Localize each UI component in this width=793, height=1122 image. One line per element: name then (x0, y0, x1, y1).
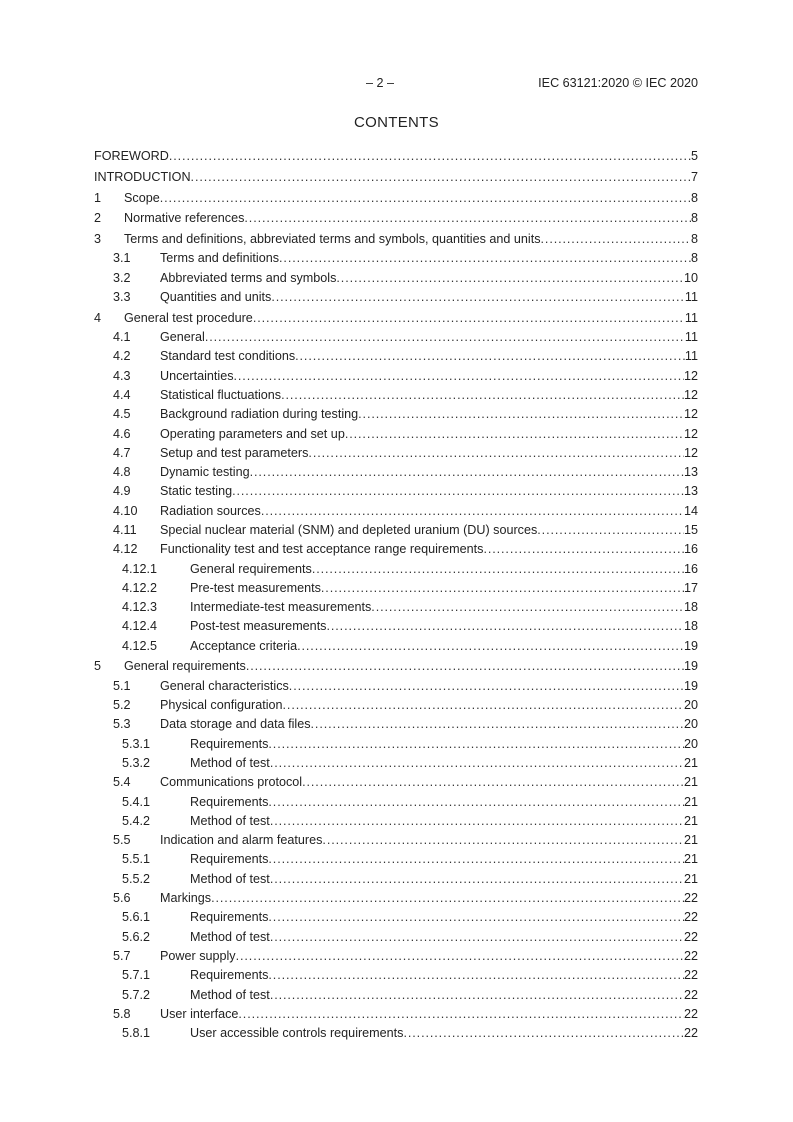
toc-entry-page: 21 (683, 794, 698, 809)
toc-entry-number: 4.7 (113, 445, 131, 460)
dot-leader (537, 521, 684, 540)
dot-leader (268, 850, 684, 869)
toc-entry-page: 12 (683, 445, 698, 460)
toc-entry-number: 5.7.2 (122, 987, 151, 1002)
toc-entry[interactable] (94, 908, 698, 927)
toc-entry-title: Method of test (190, 929, 270, 944)
toc-entry-title: Requirements (190, 968, 269, 983)
toc-entry-number: 3 (94, 232, 102, 247)
toc-entry-number: 5 (94, 659, 102, 674)
toc-entry-number: 5.6.2 (122, 929, 151, 944)
toc-entry-title: Requirements (190, 852, 269, 867)
toc-entry-title: Markings (160, 891, 212, 906)
toc-entry-page: 7 (690, 170, 698, 185)
toc-entry-title: Quantities and units (160, 290, 272, 305)
toc-entry-number: 5.7.1 (122, 968, 151, 983)
toc-entry[interactable] (94, 386, 698, 405)
dot-leader (232, 482, 684, 501)
toc-entry-number: 5.8 (113, 1006, 131, 1021)
table-of-contents (94, 146, 698, 1043)
toc-entry[interactable] (94, 754, 698, 773)
toc-entry-number: 4.8 (113, 465, 131, 480)
toc-entry-number: 1 (94, 190, 102, 205)
toc-entry[interactable] (94, 831, 698, 850)
toc-entry-title: Radiation sources (160, 503, 261, 518)
toc-entry-page: 20 (683, 736, 698, 751)
toc-entry[interactable] (94, 328, 698, 347)
toc-entry-number: 5.3.2 (122, 755, 151, 770)
dot-leader (270, 754, 684, 773)
toc-entry-number: 4.2 (113, 349, 131, 364)
toc-entry[interactable] (94, 425, 698, 444)
toc-entry-number: 5.5.1 (122, 852, 151, 867)
toc-entry-page: 21 (683, 871, 698, 886)
toc-entry[interactable] (94, 347, 698, 366)
toc-entry[interactable] (94, 735, 698, 754)
toc-entry-page: 22 (683, 929, 698, 944)
toc-entry-title: Terms and definitions (160, 251, 280, 266)
dot-leader (234, 367, 684, 386)
toc-entry[interactable] (94, 773, 698, 792)
toc-entry[interactable] (94, 889, 698, 908)
dot-leader (371, 598, 684, 617)
toc-entry-page: 22 (683, 891, 698, 906)
toc-entry-page: 10 (683, 270, 698, 285)
toc-entry-page: 14 (683, 503, 698, 518)
toc-entry-page: 16 (683, 542, 698, 557)
toc-entry[interactable] (94, 309, 698, 328)
toc-entry-page: 12 (683, 407, 698, 422)
dot-leader (308, 444, 684, 463)
dot-leader (279, 249, 691, 268)
toc-entry-title: Method of test (190, 871, 270, 886)
toc-entry[interactable] (94, 405, 698, 424)
toc-entry-number: 4.12.4 (122, 619, 158, 634)
toc-entry-page: 20 (683, 698, 698, 713)
toc-entry-page: 21 (683, 813, 698, 828)
page-title: CONTENTS (354, 114, 439, 131)
toc-entry-page: 11 (684, 330, 698, 345)
toc-entry-number: 4.1 (113, 330, 131, 345)
toc-entry-number: 4.5 (113, 407, 131, 422)
toc-entry[interactable] (94, 189, 698, 208)
toc-entry-title: Functionality test and test acceptance range requirements (160, 542, 484, 557)
toc-entry-number: 5.5 (113, 833, 131, 848)
toc-entry-title: Abbreviated terms and symbols (160, 270, 337, 285)
dot-leader (244, 209, 691, 228)
toc-entry-page: 19 (683, 638, 698, 653)
toc-entry-title: General requirements (124, 659, 246, 674)
toc-entry-title: User accessible controls requirements (190, 1026, 404, 1041)
toc-entry-page: 22 (683, 1026, 698, 1041)
toc-entry-number: 4.12.1 (122, 561, 158, 576)
dot-leader (160, 189, 691, 208)
toc-entry[interactable] (94, 249, 698, 268)
toc-entry-page: 19 (683, 678, 698, 693)
toc-entry-page: 19 (683, 659, 698, 674)
dot-leader (321, 579, 684, 598)
dot-leader (268, 735, 684, 754)
toc-entry-number: 4.11 (113, 522, 137, 537)
toc-entry-title: Terms and definitions, abbreviated terms and symbols, quantities and units (124, 232, 541, 247)
toc-entry-title: Special nuclear material (SNM) and depleted uranium (DU) sources (160, 522, 538, 537)
toc-entry-page: 8 (690, 190, 698, 205)
toc-entry-page: 16 (683, 561, 698, 576)
toc-entry[interactable] (94, 715, 698, 734)
toc-entry-number: 5.5.2 (122, 871, 151, 886)
toc-entry[interactable] (94, 482, 698, 501)
toc-entry-title: Background radiation during testing (160, 407, 359, 422)
toc-entry[interactable] (94, 793, 698, 812)
toc-entry-number: 5.4.2 (122, 813, 151, 828)
dot-leader (268, 908, 684, 927)
toc-entry[interactable] (94, 288, 698, 307)
toc-entry-page: 22 (683, 1006, 698, 1021)
dot-leader (271, 288, 685, 307)
toc-entry[interactable] (94, 579, 698, 598)
toc-entry-number: 5.1 (113, 678, 131, 693)
toc-entry[interactable] (94, 1024, 698, 1043)
dot-leader (246, 657, 684, 676)
toc-entry-title: General characteristics (160, 678, 289, 693)
toc-entry-title: Data storage and data files (160, 717, 311, 732)
toc-entry-title: INTRODUCTION (94, 170, 191, 185)
toc-entry-title: General requirements (190, 561, 312, 576)
toc-entry-page: 22 (683, 968, 698, 983)
toc-entry-page: 8 (690, 232, 698, 247)
toc-entry[interactable] (94, 560, 698, 579)
toc-entry-page: 11 (684, 310, 698, 325)
toc-entry-page: 18 (683, 600, 698, 615)
dot-leader (403, 1024, 684, 1043)
toc-entry[interactable] (94, 209, 698, 228)
toc-entry[interactable] (94, 521, 698, 540)
toc-entry-number: 4.3 (113, 368, 131, 383)
dot-leader (191, 168, 691, 187)
toc-entry-title: Statistical fluctuations (160, 387, 282, 402)
toc-entry-page: 15 (683, 522, 698, 537)
toc-entry-number: 5.7 (113, 948, 131, 963)
toc-entry[interactable] (94, 463, 698, 482)
toc-entry-title: Standard test conditions (160, 349, 296, 364)
toc-entry-title: Indication and alarm features (160, 833, 323, 848)
toc-entry-title: Requirements (190, 736, 269, 751)
toc-entry-title: FOREWORD (94, 149, 169, 164)
dot-leader (211, 889, 684, 908)
toc-entry-title: Physical configuration (160, 698, 283, 713)
toc-entry[interactable] (94, 870, 698, 889)
toc-entry-page: 5 (690, 149, 698, 164)
toc-entry-title: Method of test (190, 987, 270, 1002)
dot-leader (311, 715, 684, 734)
toc-entry-number: 4.9 (113, 484, 131, 499)
toc-entry-title: Acceptance criteria (190, 638, 298, 653)
toc-entry-page: 22 (683, 948, 698, 963)
toc-entry-page: 12 (683, 368, 698, 383)
toc-entry-number: 3.1 (113, 251, 131, 266)
toc-entry-page: 11 (684, 290, 698, 305)
dot-leader (345, 425, 684, 444)
toc-entry-page: 11 (684, 349, 698, 364)
toc-entry-number: 4.12.2 (122, 580, 158, 595)
dot-leader (358, 405, 684, 424)
toc-entry-number: 4.12 (113, 542, 138, 557)
toc-entry[interactable] (94, 168, 698, 187)
toc-entry-title: Pre-test measurements (190, 580, 321, 595)
toc-entry[interactable] (94, 502, 698, 521)
dot-leader (270, 986, 684, 1005)
toc-entry[interactable] (94, 444, 698, 463)
toc-entry[interactable] (94, 986, 698, 1005)
dot-leader (253, 309, 685, 328)
toc-entry-title: Power supply (160, 948, 236, 963)
dot-leader (270, 870, 684, 889)
toc-entry[interactable] (94, 1005, 698, 1024)
toc-entry-page: 21 (683, 775, 698, 790)
dot-leader (268, 966, 684, 985)
toc-entry[interactable] (94, 147, 698, 166)
toc-entry[interactable] (94, 269, 698, 288)
toc-entry[interactable] (94, 966, 698, 985)
toc-entry-number: 4.6 (113, 426, 131, 441)
dot-leader (281, 386, 684, 405)
toc-entry-number: 4.12.3 (122, 600, 158, 615)
toc-entry-title: Method of test (190, 755, 270, 770)
toc-entry[interactable] (94, 657, 698, 676)
toc-entry[interactable] (94, 850, 698, 869)
toc-entry-title: Intermediate-test measurements (190, 600, 372, 615)
toc-entry-number: 5.3 (113, 717, 131, 732)
dot-leader (312, 560, 684, 579)
toc-entry-number: 3.2 (113, 270, 131, 285)
toc-entry-page: 12 (683, 426, 698, 441)
toc-entry-title: Dynamic testing (160, 465, 250, 480)
dot-leader (302, 773, 684, 792)
toc-entry-title: Operating parameters and set up (160, 426, 345, 441)
toc-entry-page: 18 (683, 619, 698, 634)
toc-entry-title: Scope (124, 190, 160, 205)
toc-entry-number: 3.3 (113, 290, 131, 305)
toc-entry-number: 4.12.5 (122, 638, 158, 653)
toc-entry-title: Setup and test parameters (160, 445, 309, 460)
toc-entry-number: 5.6 (113, 891, 131, 906)
toc-entry-page: 13 (683, 484, 698, 499)
toc-entry-title: Uncertainties (160, 368, 234, 383)
toc-entry[interactable] (94, 637, 698, 656)
toc-entry-number: 2 (94, 211, 102, 226)
toc-entry-page: 21 (683, 833, 698, 848)
toc-entry-number: 4.4 (113, 387, 131, 402)
toc-entry[interactable] (94, 617, 698, 636)
dot-leader (238, 1005, 684, 1024)
toc-entry[interactable] (94, 367, 698, 386)
toc-entry[interactable] (94, 947, 698, 966)
toc-entry-number: 5.3.1 (122, 736, 151, 751)
toc-entry-page: 20 (683, 717, 698, 732)
toc-entry[interactable] (94, 677, 698, 696)
toc-entry-number: 5.2 (113, 698, 131, 713)
dot-leader (205, 328, 685, 347)
toc-entry-number: 5.4.1 (122, 794, 151, 809)
toc-entry[interactable] (94, 230, 698, 249)
toc-entry-page: 13 (683, 465, 698, 480)
page-number: – 2 – (366, 76, 395, 90)
dot-leader (236, 947, 684, 966)
dot-leader (322, 831, 684, 850)
dot-leader (283, 696, 684, 715)
toc-entry-title: Post-test measurements (190, 619, 327, 634)
toc-entry[interactable] (94, 928, 698, 947)
toc-entry[interactable] (94, 812, 698, 831)
dot-leader (270, 812, 684, 831)
toc-entry-number: 4.10 (113, 503, 138, 518)
toc-entry[interactable] (94, 598, 698, 617)
dot-leader (289, 677, 684, 696)
dot-leader (268, 793, 684, 812)
toc-entry-page: 8 (690, 251, 698, 266)
toc-entry-title: Method of test (190, 813, 270, 828)
dot-leader (336, 269, 684, 288)
dot-leader (326, 617, 684, 636)
toc-entry-title: Normative references (124, 211, 245, 226)
dot-leader (483, 540, 684, 559)
toc-entry-page: 8 (690, 211, 698, 226)
toc-entry-title: Requirements (190, 794, 269, 809)
toc-entry-number: 4 (94, 310, 102, 325)
toc-entry-title: Communications protocol (160, 775, 303, 790)
toc-entry-number: 5.4 (113, 775, 131, 790)
toc-entry-number: 5.8.1 (122, 1026, 151, 1041)
dot-leader (261, 502, 684, 521)
dot-leader (295, 347, 685, 366)
toc-entry-page: 21 (683, 755, 698, 770)
toc-entry-page: 21 (683, 852, 698, 867)
toc-entry-page: 12 (683, 387, 698, 402)
toc-entry[interactable] (94, 696, 698, 715)
toc-entry-title: Requirements (190, 910, 269, 925)
dot-leader (297, 637, 684, 656)
toc-entry-page: 17 (683, 580, 698, 595)
toc-entry-number: 5.6.1 (122, 910, 151, 925)
toc-entry-title: General test procedure (124, 310, 253, 325)
toc-entry-title: General (160, 330, 205, 345)
dot-leader (250, 463, 684, 482)
toc-entry[interactable] (94, 540, 698, 559)
toc-entry-title: Static testing (160, 484, 233, 499)
dot-leader (270, 928, 684, 947)
document-reference: IEC 63121:2020 © IEC 2020 (538, 76, 698, 90)
dot-leader (169, 147, 691, 166)
toc-entry-page: 22 (683, 910, 698, 925)
dot-leader (541, 230, 691, 249)
toc-entry-page: 22 (683, 987, 698, 1002)
toc-entry-title: User interface (160, 1006, 239, 1021)
